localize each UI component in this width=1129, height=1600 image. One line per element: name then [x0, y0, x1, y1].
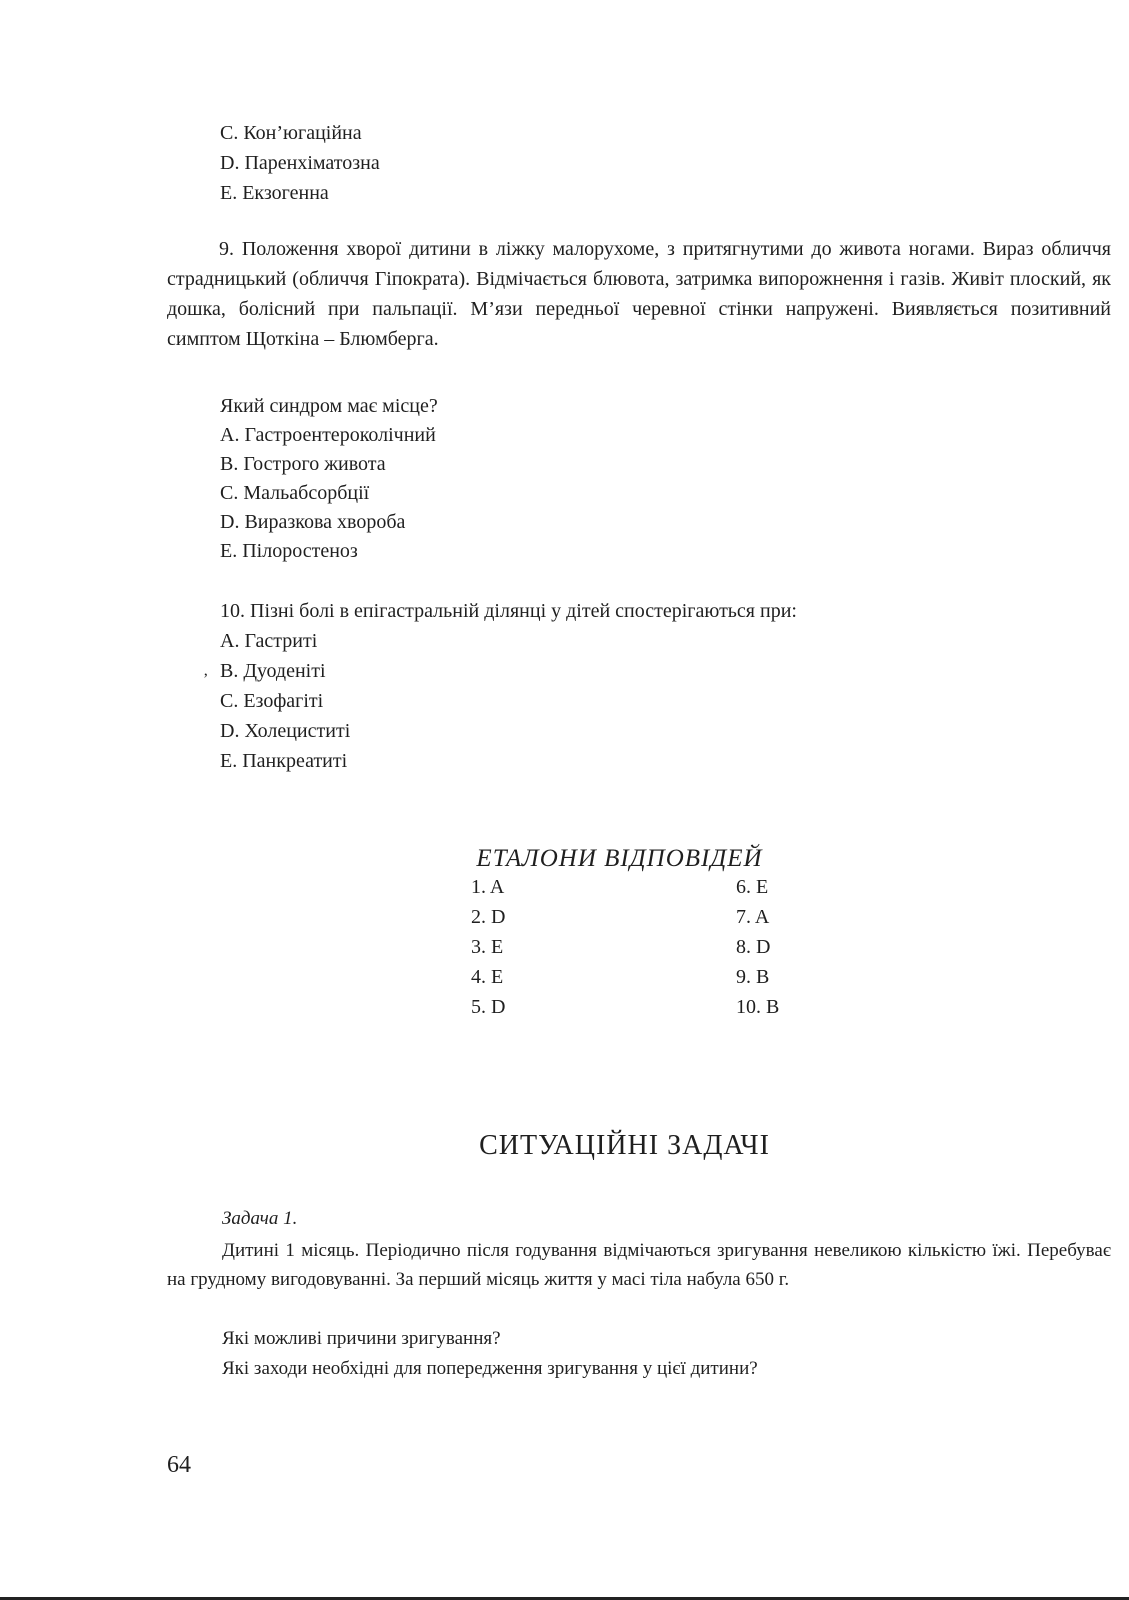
option-line: A. Гастриті [220, 630, 318, 652]
task-question: Які можливі причини зригування? [222, 1328, 501, 1349]
option-line: A. Гастроентероколічний [220, 424, 436, 446]
option-line: C. Мальабсорбції [220, 482, 370, 504]
question-9-text: 9. Положення хворої дитини в ліжку малорухоме, з притягнутими до живота ногами. Вираз обличчя страдницький (обличчя Гіпократа). Відмічається блювота, затримка випорожнення і газів. Живіт плоский, як дошка, болісний при пальпації. М’язи передньої черевної стінки напружені. Виявляється позитивний симптом Щоткіна – Блюмберга. [167, 238, 1111, 350]
answer-item: 9. B [736, 966, 770, 988]
answer-item: 8. D [736, 936, 771, 958]
option-line: C. Кон’югаційна [220, 122, 362, 144]
option-line: C. Езофагіті [220, 690, 324, 712]
option-line: E. Екзогенна [220, 182, 329, 204]
question-10-text: 10. Пізні болі в епігастральній ділянці у дітей спостерігаються при: [220, 600, 797, 622]
answer-item: 5. D [471, 996, 506, 1018]
option-line: E. Пілоростеноз [220, 540, 358, 562]
option-line: B. Дуоденіті [220, 660, 326, 682]
task-question: Які заходи необхідні для попередження зригування у цієї дитини? [222, 1358, 758, 1379]
option-line: D. Холециститі [220, 720, 351, 742]
answer-item: 1. A [471, 876, 505, 898]
answer-item: 4. E [471, 966, 504, 988]
answer-item: 7. A [736, 906, 770, 928]
answer-item: 6. E [736, 876, 769, 898]
task-label: Задача 1. [222, 1208, 298, 1229]
answer-item: 3. E [471, 936, 504, 958]
option-line: D. Виразкова хвороба [220, 511, 406, 533]
stray-mark: ’ [203, 671, 209, 688]
question-9-prompt: Який синдром має місце? [220, 395, 438, 417]
option-line: D. Паренхіматозна [220, 152, 380, 174]
option-line: B. Гострого живота [220, 453, 386, 475]
section-title: СИТУАЦІЙНІ ЗАДАЧІ [479, 1130, 770, 1161]
page-number: 64 [167, 1452, 191, 1478]
option-line: E. Панкреатиті [220, 750, 348, 772]
answer-item: 10. B [736, 996, 780, 1018]
answer-item: 2. D [471, 906, 506, 928]
task-text: Дитині 1 місяць. Періодично після годування відмічаються зригування невеликою кількістю їжі. Перебуває на грудному вигодовуванні. За перший місяць життя у масі тіла набула 650 г. [167, 1240, 1111, 1290]
answers-heading: ЕТАЛОНИ ВІДПОВІДЕЙ [476, 845, 763, 872]
